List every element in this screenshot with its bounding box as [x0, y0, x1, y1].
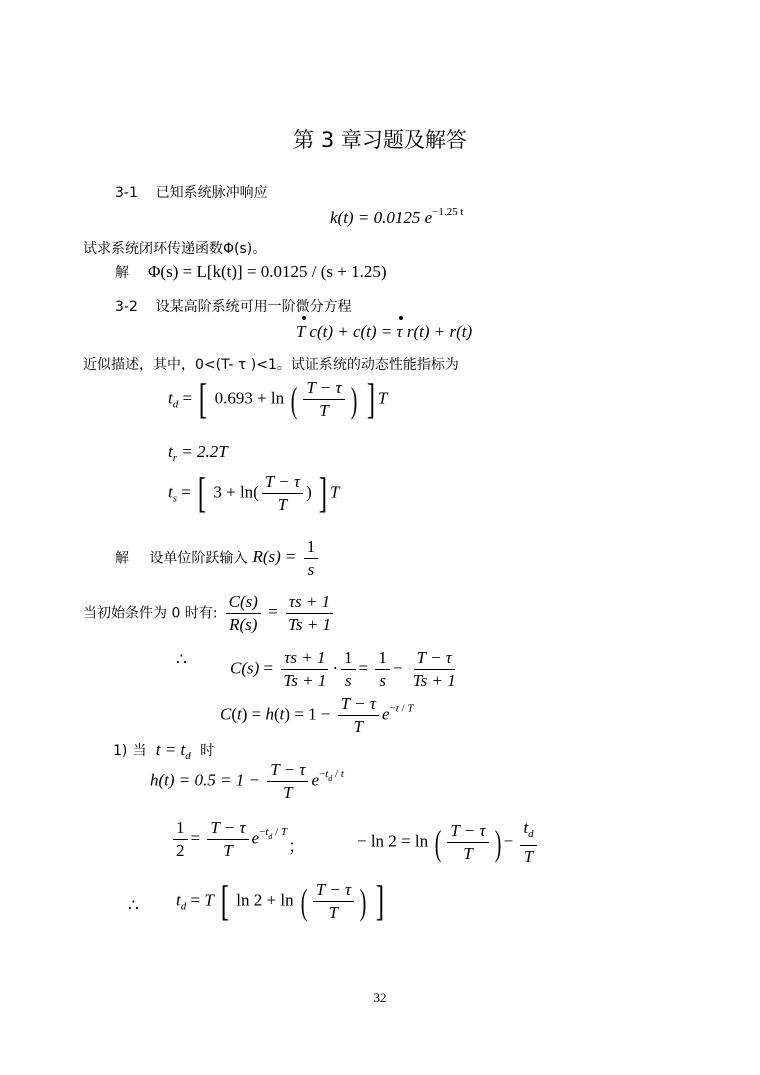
output-laplace-expansion: C(s) = $\frac{\tau s + 1}{Ts + 1}$ · $\frac{1}{s}$ = $\frac{1}{s}$ − $\frac{T - \tau}{Ts + 1}$ — [230, 648, 456, 690]
transfer-function-solution: Φ(s) = L[k(t)] = 0.0125 / (s + 1.25) — [148, 262, 387, 281]
rise-time-formula: $t_r = 2.2T$ — [168, 442, 228, 464]
differential-equation: T c(t) + c(t) = τ r(t) + r(t) — [296, 322, 473, 341]
step-1-condition: 1) 当 $t = t_d$ 时 — [113, 740, 215, 762]
problem-text: 已知系统脉冲响应 — [155, 185, 268, 201]
unit-step-line: 解 设单位阶跃输入 R(s) = $\frac{1}{s}$ — [115, 537, 321, 580]
problem-text: 设某高阶系统可用一阶微分方程 — [155, 299, 352, 315]
problem-label: 3-1 — [115, 185, 138, 201]
therefore-symbol-1: ∴ — [176, 650, 187, 669]
problem-label: 3-2 — [115, 299, 138, 315]
time-response-equation: C(t) = h(t) = 1 − $\frac{T - \tau}{T}$ $e^{-t / T}$ — [220, 694, 414, 736]
therefore-symbol-2: ∴ — [128, 896, 139, 915]
log-equation: − ln 2 = ln ( $\frac{T - \tau}{T}$ ) − $\frac{t_d}{T}$ — [357, 818, 540, 867]
solution-label: 解 — [115, 265, 129, 281]
problem-3-2-statement — [115, 296, 352, 316]
problem-3-1-question: 试求系统闭环传递函数Φ(s)。 — [83, 241, 267, 257]
problem-3-1-statement — [115, 182, 268, 202]
delay-time-formula: $t_d$ = [ 0.693 + ln ( $\frac{T - \tau}{T}$ ) ] T — [168, 376, 388, 423]
derivative-dot-r — [399, 316, 403, 320]
settling-time-formula: $t_s$ = [ 3 + ln( $\frac{T - \tau}{T}$ ) ] T — [168, 470, 340, 517]
problem-3-2-description: 近似描述，其中，0<(T- τ )<1。试证系统的动态性能指标为 — [83, 357, 459, 373]
closed-loop-ratio: 当初始条件为 0 时有: $\frac{C(s)}{R(s)}$ = $\frac{\tau s + 1}{Ts + 1}$ — [83, 592, 337, 635]
half-response-equation: h(t) = 0.5 = 1 − $\frac{T - \tau}{T}$ $e^{-t_d / t}$ — [150, 760, 344, 802]
impulse-response-equation: k(t) = 0.0125 $e^{-1.25 t}$ — [330, 206, 464, 227]
page-number: 32 — [373, 990, 387, 1005]
page-title: 第 3 章习题及解答 — [293, 128, 467, 152]
half-equation: $\frac{1}{2}$ = $\frac{T - \tau}{T}$ $e^{-t_d / T}$ — [170, 818, 287, 861]
delay-time-result: $t_d = T$ [ ln 2 + ln ( $\frac{T - \tau}{T}$ ) ] — [176, 878, 385, 925]
derivative-dot-c — [302, 316, 306, 320]
semicolon-separator: ； — [288, 837, 305, 856]
